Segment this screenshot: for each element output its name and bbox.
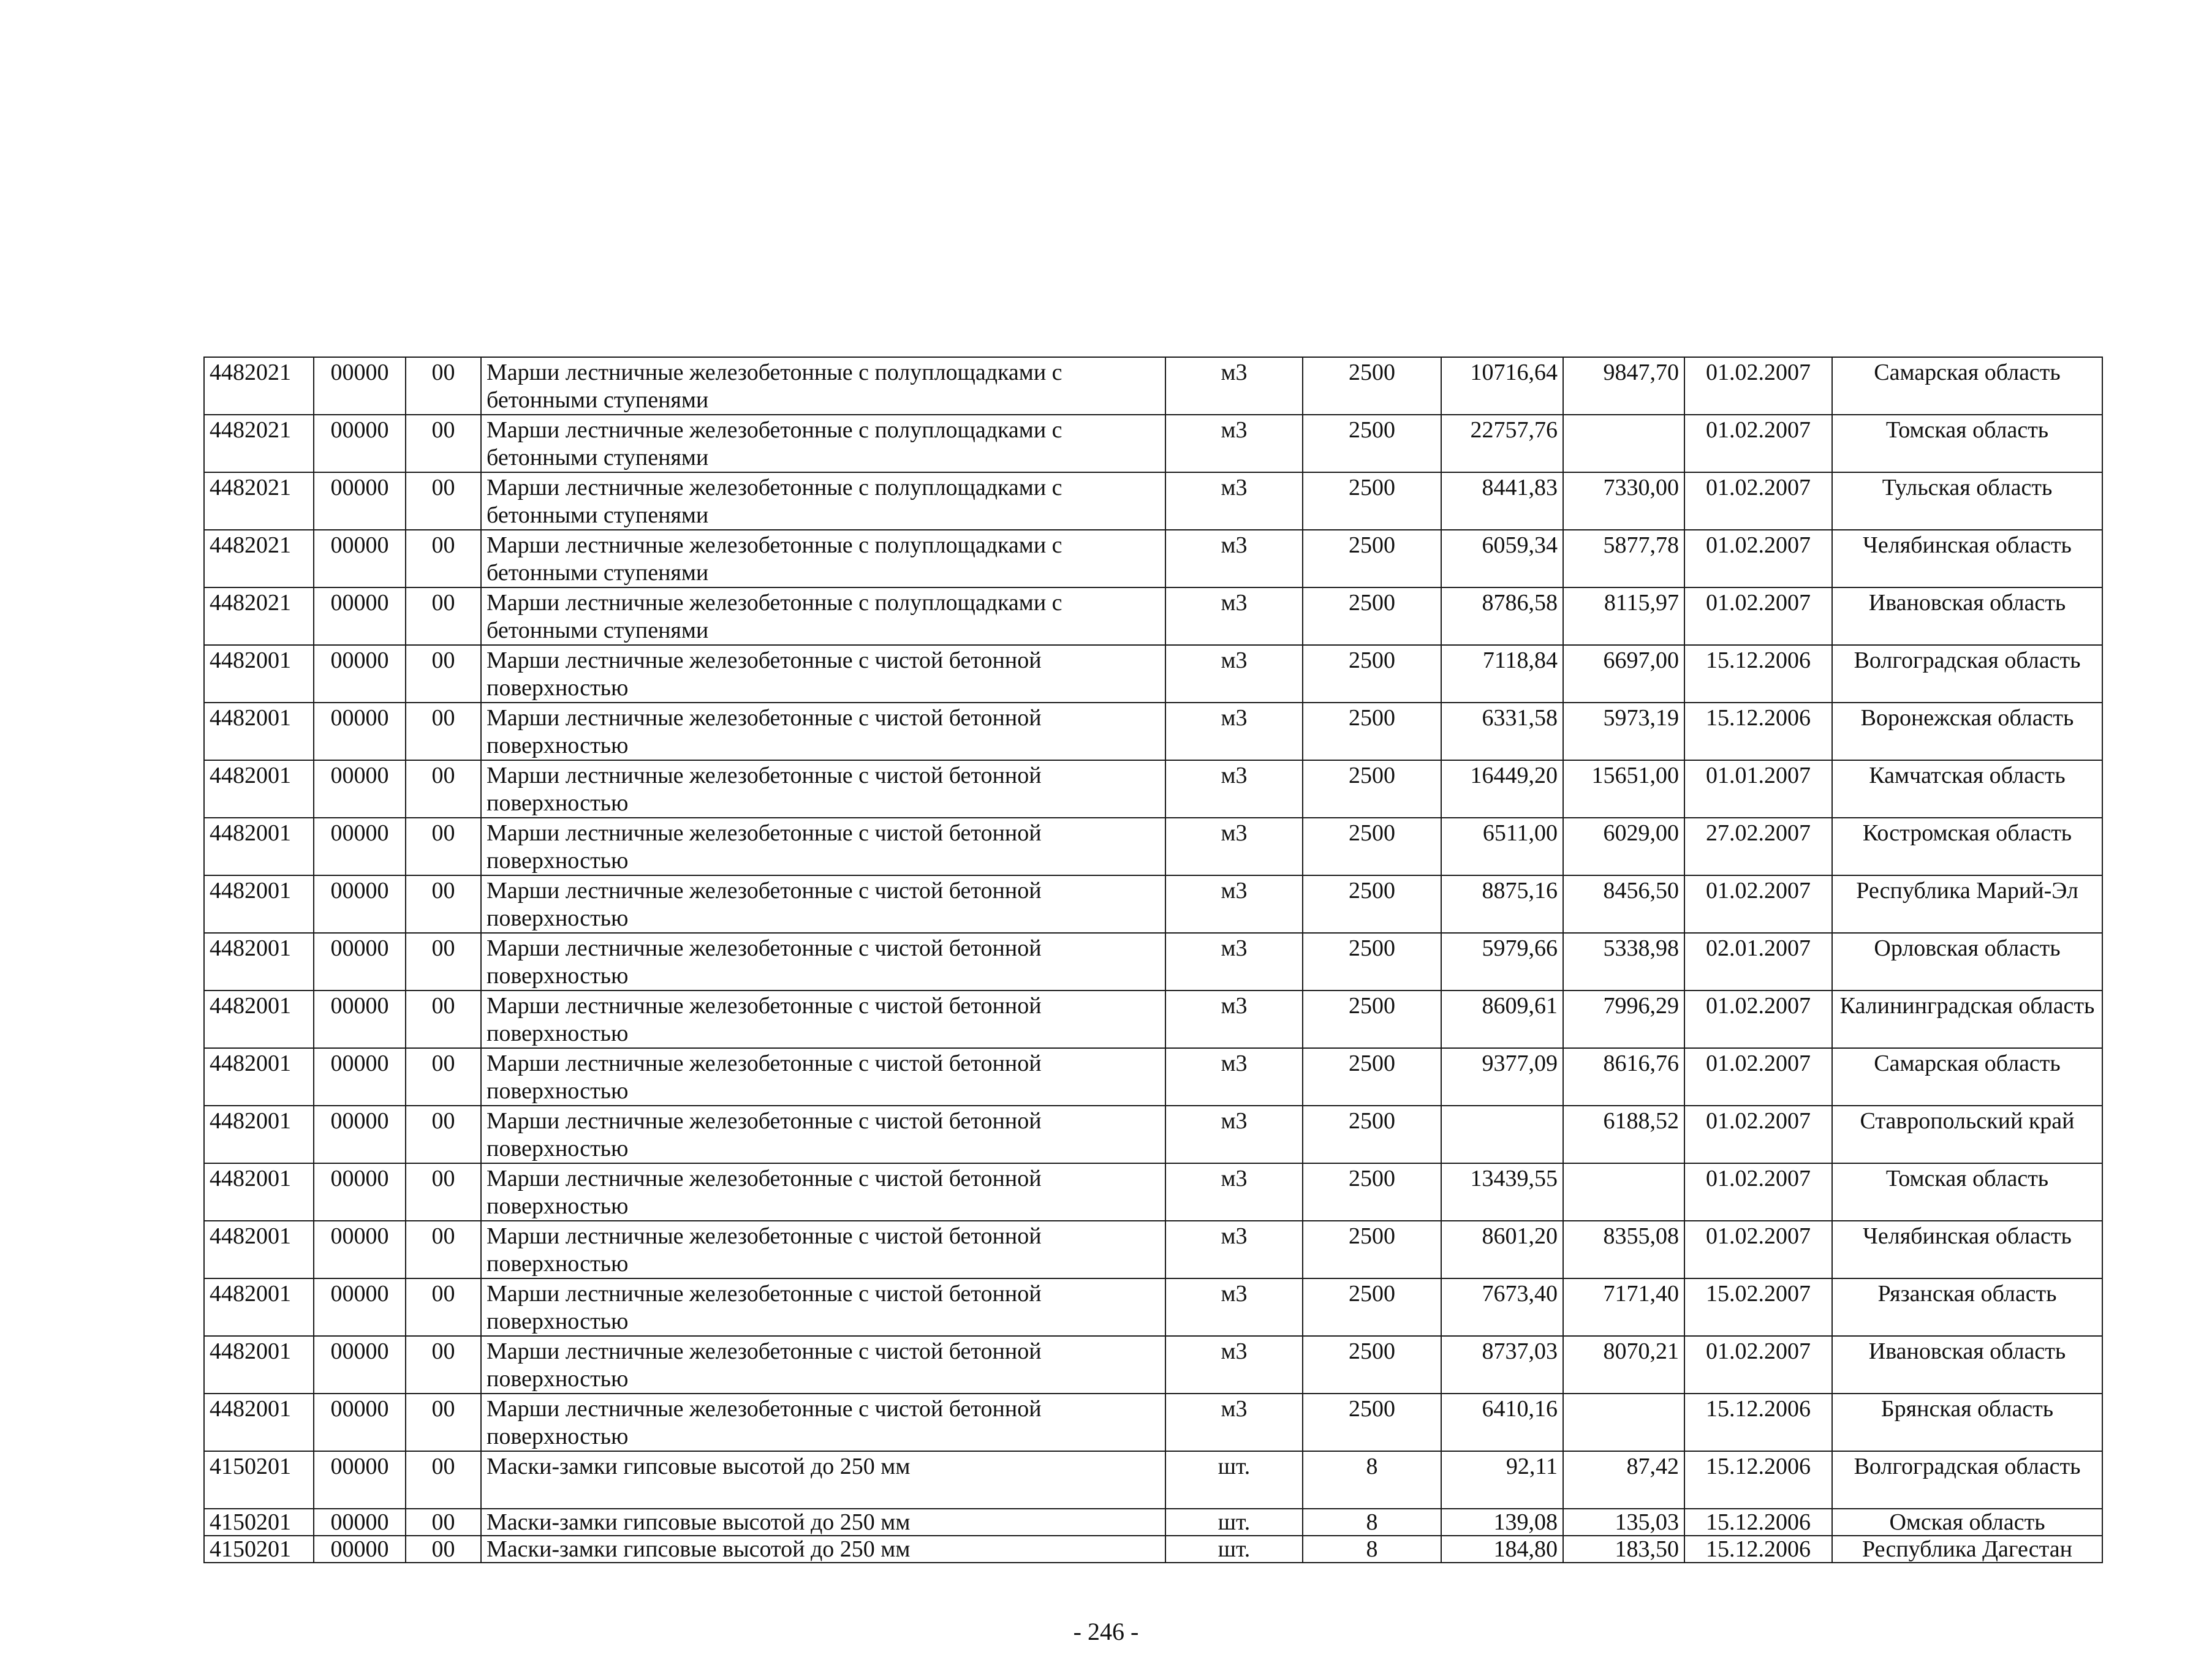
date-cell: 01.02.2007 [1684,415,1832,472]
price-base-cell: 6697,00 [1563,645,1684,703]
price-base-cell: 5973,19 [1563,703,1684,760]
price-current-cell: 8737,03 [1441,1336,1563,1394]
unit-cell: м3 [1165,991,1303,1048]
unit-cell: м3 [1165,1106,1303,1163]
unit-cell: м3 [1165,530,1303,587]
item-code-cell: 4482001 [204,1221,314,1278]
price-current-cell: 6511,00 [1441,818,1563,875]
subcode-cell: 00000 [314,1106,406,1163]
subcode-cell: 00000 [314,1278,406,1336]
item-name-cell: Маски-замки гипсовые высотой до 250 мм [481,1451,1165,1509]
region-cell: Брянская область [1832,1394,2102,1451]
table-row [204,1048,2102,1106]
group-cell: 00 [406,875,481,933]
item-name-cell: Марши лестничные железобетонные с чистой бетонной поверхностью [481,760,1165,818]
group-cell: 00 [406,1278,481,1336]
item-name-cell: Марши лестничные железобетонные с чистой бетонной поверхностью [481,703,1165,760]
date-cell: 01.02.2007 [1684,875,1832,933]
item-name-cell: Маски-замки гипсовые высотой до 250 мм [481,1509,1165,1536]
unit-cell: м3 [1165,1394,1303,1451]
price-current-cell: 92,11 [1441,1451,1563,1509]
group-cell: 00 [406,1509,481,1536]
group-cell: 00 [406,472,481,530]
quantity-cell: 2500 [1303,1221,1441,1278]
group-cell: 00 [406,760,481,818]
unit-cell: м3 [1165,415,1303,472]
date-cell: 15.12.2006 [1684,645,1832,703]
region-cell: Тульская область [1832,472,2102,530]
unit-cell: м3 [1165,818,1303,875]
date-cell: 01.02.2007 [1684,1048,1832,1106]
item-name-cell: Марши лестничные железобетонные с чистой бетонной поверхностью [481,1106,1165,1163]
unit-cell: м3 [1165,1163,1303,1221]
price-current-cell: 8441,83 [1441,472,1563,530]
item-name-cell: Марши лестничные железобетонные с чистой бетонной поверхностью [481,1336,1165,1394]
unit-cell: м3 [1165,357,1303,415]
group-cell: 00 [406,1163,481,1221]
quantity-cell: 2500 [1303,1106,1441,1163]
region-cell: Челябинская область [1832,1221,2102,1278]
quantity-cell: 2500 [1303,703,1441,760]
subcode-cell: 00000 [314,933,406,991]
price-current-cell: 8601,20 [1441,1221,1563,1278]
item-code-cell: 4482001 [204,703,314,760]
subcode-cell: 00000 [314,818,406,875]
table-row [204,1509,2102,1536]
group-cell: 00 [406,818,481,875]
date-cell: 15.12.2006 [1684,1509,1832,1536]
subcode-cell: 00000 [314,1509,406,1536]
item-name-cell: Марши лестничные железобетонные с чистой бетонной поверхностью [481,875,1165,933]
subcode-cell: 00000 [314,1221,406,1278]
subcode-cell: 00000 [314,875,406,933]
unit-cell: м3 [1165,933,1303,991]
quantity-cell: 2500 [1303,1394,1441,1451]
subcode-cell: 00000 [314,1536,406,1563]
date-cell: 01.02.2007 [1684,991,1832,1048]
date-cell: 15.12.2006 [1684,1536,1832,1563]
item-name-cell: Марши лестничные железобетонные с чистой бетонной поверхностью [481,991,1165,1048]
price-base-cell: 8456,50 [1563,875,1684,933]
item-name-cell: Марши лестничные железобетонные с чистой бетонной поверхностью [481,1163,1165,1221]
table-row [204,875,2102,933]
price-current-cell: 8875,16 [1441,875,1563,933]
region-cell: Волгоградская область [1832,1451,2102,1509]
price-current-cell: 7118,84 [1441,645,1563,703]
quantity-cell: 2500 [1303,1278,1441,1336]
item-name-cell: Марши лестничные железобетонные с полуплощадками с бетонными ступенями [481,530,1165,587]
unit-cell: м3 [1165,703,1303,760]
region-cell: Омская область [1832,1509,2102,1536]
date-cell: 01.02.2007 [1684,357,1832,415]
unit-cell: м3 [1165,587,1303,645]
date-cell: 01.02.2007 [1684,1221,1832,1278]
item-name-cell: Марши лестничные железобетонные с полуплощадками с бетонными ступенями [481,357,1165,415]
group-cell: 00 [406,587,481,645]
quantity-cell: 8 [1303,1451,1441,1509]
price-base-cell: 8355,08 [1563,1221,1684,1278]
item-name-cell: Марши лестничные железобетонные с полуплощадками с бетонными ступенями [481,472,1165,530]
price-base-cell [1563,1394,1684,1451]
item-name-cell: Марши лестничные железобетонные с чистой бетонной поверхностью [481,1278,1165,1336]
price-current-cell: 139,08 [1441,1509,1563,1536]
group-cell: 00 [406,415,481,472]
price-base-cell: 7996,29 [1563,991,1684,1048]
date-cell: 01.02.2007 [1684,530,1832,587]
subcode-cell: 00000 [314,357,406,415]
item-code-cell: 4150201 [204,1536,314,1563]
price-base-cell: 8070,21 [1563,1336,1684,1394]
group-cell: 00 [406,1048,481,1106]
price-base-cell: 135,03 [1563,1509,1684,1536]
date-cell: 01.02.2007 [1684,1336,1832,1394]
unit-cell: м3 [1165,1221,1303,1278]
item-name-cell: Марши лестничные железобетонные с полуплощадками с бетонными ступенями [481,415,1165,472]
price-current-cell: 5979,66 [1441,933,1563,991]
price-base-cell: 5338,98 [1563,933,1684,991]
item-code-cell: 4482001 [204,645,314,703]
table-row [204,933,2102,991]
date-cell: 02.01.2007 [1684,933,1832,991]
subcode-cell: 00000 [314,587,406,645]
price-current-cell: 184,80 [1441,1536,1563,1563]
item-code-cell: 4482021 [204,472,314,530]
quantity-cell: 2500 [1303,357,1441,415]
item-code-cell: 4150201 [204,1451,314,1509]
price-base-cell: 7171,40 [1563,1278,1684,1336]
subcode-cell: 00000 [314,472,406,530]
subcode-cell: 00000 [314,991,406,1048]
price-base-cell: 8115,97 [1563,587,1684,645]
group-cell: 00 [406,1221,481,1278]
item-name-cell: Маски-замки гипсовые высотой до 250 мм [481,1536,1165,1563]
item-code-cell: 4482001 [204,875,314,933]
subcode-cell: 00000 [314,415,406,472]
price-current-cell: 10716,64 [1441,357,1563,415]
page-number: - 246 - [1073,1618,1139,1645]
quantity-cell: 2500 [1303,1048,1441,1106]
item-name-cell: Марши лестничные железобетонные с чистой бетонной поверхностью [481,933,1165,991]
table-row [204,991,2102,1048]
price-base-cell: 6029,00 [1563,818,1684,875]
date-cell: 27.02.2007 [1684,818,1832,875]
date-cell: 15.02.2007 [1684,1278,1832,1336]
price-base-cell: 8616,76 [1563,1048,1684,1106]
region-cell: Томская область [1832,415,2102,472]
quantity-cell: 2500 [1303,530,1441,587]
unit-cell: м3 [1165,1278,1303,1336]
item-name-cell: Марши лестничные железобетонные с чистой бетонной поверхностью [481,818,1165,875]
table-row [204,415,2102,472]
quantity-cell: 2500 [1303,991,1441,1048]
group-cell: 00 [406,703,481,760]
unit-cell: шт. [1165,1451,1303,1509]
region-cell: Самарская область [1832,357,2102,415]
region-cell: Калининградская область [1832,991,2102,1048]
price-base-cell: 9847,70 [1563,357,1684,415]
price-current-cell: 6059,34 [1441,530,1563,587]
price-base-cell [1563,1163,1684,1221]
date-cell: 01.02.2007 [1684,587,1832,645]
quantity-cell: 2500 [1303,587,1441,645]
subcode-cell: 00000 [314,645,406,703]
table-row [204,530,2102,587]
unit-cell: м3 [1165,645,1303,703]
group-cell: 00 [406,1336,481,1394]
unit-cell: шт. [1165,1509,1303,1536]
item-code-cell: 4482001 [204,1106,314,1163]
price-current-cell: 9377,09 [1441,1048,1563,1106]
date-cell: 15.12.2006 [1684,703,1832,760]
price-table [203,357,2103,1563]
price-current-cell: 7673,40 [1441,1278,1563,1336]
region-cell: Камчатская область [1832,760,2102,818]
group-cell: 00 [406,357,481,415]
group-cell: 00 [406,1106,481,1163]
table-row [204,645,2102,703]
quantity-cell: 2500 [1303,933,1441,991]
unit-cell: шт. [1165,1536,1303,1563]
item-code-cell: 4482001 [204,760,314,818]
region-cell: Республика Дагестан [1832,1536,2102,1563]
unit-cell: м3 [1165,875,1303,933]
table-row [204,1221,2102,1278]
item-code-cell: 4482001 [204,1336,314,1394]
price-current-cell: 8786,58 [1441,587,1563,645]
region-cell: Томская область [1832,1163,2102,1221]
region-cell: Республика Марий-Эл [1832,875,2102,933]
region-cell: Костромская область [1832,818,2102,875]
date-cell: 01.02.2007 [1684,1163,1832,1221]
region-cell: Ставропольский край [1832,1106,2102,1163]
item-name-cell: Марши лестничные железобетонные с полуплощадками с бетонными ступенями [481,587,1165,645]
item-code-cell: 4482021 [204,587,314,645]
region-cell: Орловская область [1832,933,2102,991]
item-code-cell: 4150201 [204,1509,314,1536]
price-base-cell: 15651,00 [1563,760,1684,818]
region-cell: Ивановская область [1832,1336,2102,1394]
table-row [204,818,2102,875]
subcode-cell: 00000 [314,760,406,818]
group-cell: 00 [406,530,481,587]
date-cell: 01.02.2007 [1684,472,1832,530]
item-name-cell: Марши лестничные железобетонные с чистой бетонной поверхностью [481,1394,1165,1451]
quantity-cell: 2500 [1303,472,1441,530]
region-cell: Ивановская область [1832,587,2102,645]
item-code-cell: 4482001 [204,1278,314,1336]
date-cell: 15.12.2006 [1684,1451,1832,1509]
group-cell: 00 [406,991,481,1048]
subcode-cell: 00000 [314,1451,406,1509]
table-row [204,703,2102,760]
price-base-cell: 6188,52 [1563,1106,1684,1163]
item-name-cell: Марши лестничные железобетонные с чистой бетонной поверхностью [481,1221,1165,1278]
quantity-cell: 2500 [1303,1163,1441,1221]
price-current-cell: 6331,58 [1441,703,1563,760]
unit-cell: м3 [1165,472,1303,530]
price-current-cell: 6410,16 [1441,1394,1563,1451]
item-code-cell: 4482001 [204,1048,314,1106]
quantity-cell: 8 [1303,1509,1441,1536]
quantity-cell: 2500 [1303,760,1441,818]
table-row [204,1394,2102,1451]
item-code-cell: 4482001 [204,1163,314,1221]
table-row [204,1451,2102,1509]
price-current-cell: 22757,76 [1441,415,1563,472]
subcode-cell: 00000 [314,1336,406,1394]
item-code-cell: 4482021 [204,415,314,472]
table-row [204,1336,2102,1394]
subcode-cell: 00000 [314,530,406,587]
price-current-cell: 13439,55 [1441,1163,1563,1221]
item-code-cell: 4482001 [204,991,314,1048]
table-row [204,587,2102,645]
region-cell: Челябинская область [1832,530,2102,587]
price-base-cell: 7330,00 [1563,472,1684,530]
table-body [204,357,2102,1563]
price-base-cell: 183,50 [1563,1536,1684,1563]
date-cell: 01.02.2007 [1684,1106,1832,1163]
price-base-cell [1563,415,1684,472]
region-cell: Рязанская область [1832,1278,2102,1336]
unit-cell: м3 [1165,1048,1303,1106]
price-base-cell: 5877,78 [1563,530,1684,587]
item-code-cell: 4482021 [204,530,314,587]
table-row [204,1536,2102,1563]
price-current-cell: 16449,20 [1441,760,1563,818]
table-row [204,357,2102,415]
price-current-cell [1441,1106,1563,1163]
group-cell: 00 [406,1394,481,1451]
quantity-cell: 2500 [1303,818,1441,875]
table-row [204,1163,2102,1221]
unit-cell: м3 [1165,760,1303,818]
region-cell: Самарская область [1832,1048,2102,1106]
quantity-cell: 8 [1303,1536,1441,1563]
item-code-cell: 4482021 [204,357,314,415]
table-row [204,1278,2102,1336]
item-code-cell: 4482001 [204,818,314,875]
price-base-cell: 87,42 [1563,1451,1684,1509]
subcode-cell: 00000 [314,703,406,760]
item-code-cell: 4482001 [204,933,314,991]
quantity-cell: 2500 [1303,645,1441,703]
table-row [204,472,2102,530]
price-current-cell: 8609,61 [1441,991,1563,1048]
date-cell: 15.12.2006 [1684,1394,1832,1451]
item-name-cell: Марши лестничные железобетонные с чистой бетонной поверхностью [481,1048,1165,1106]
group-cell: 00 [406,1451,481,1509]
table-row [204,1106,2102,1163]
unit-cell: м3 [1165,1336,1303,1394]
date-cell: 01.01.2007 [1684,760,1832,818]
item-name-cell: Марши лестничные железобетонные с чистой бетонной поверхностью [481,645,1165,703]
group-cell: 00 [406,645,481,703]
group-cell: 00 [406,933,481,991]
item-code-cell: 4482001 [204,1394,314,1451]
region-cell: Воронежская область [1832,703,2102,760]
subcode-cell: 00000 [314,1163,406,1221]
region-cell: Волгоградская область [1832,645,2102,703]
subcode-cell: 00000 [314,1394,406,1451]
subcode-cell: 00000 [314,1048,406,1106]
table-row [204,760,2102,818]
quantity-cell: 2500 [1303,415,1441,472]
quantity-cell: 2500 [1303,875,1441,933]
group-cell: 00 [406,1536,481,1563]
quantity-cell: 2500 [1303,1336,1441,1394]
